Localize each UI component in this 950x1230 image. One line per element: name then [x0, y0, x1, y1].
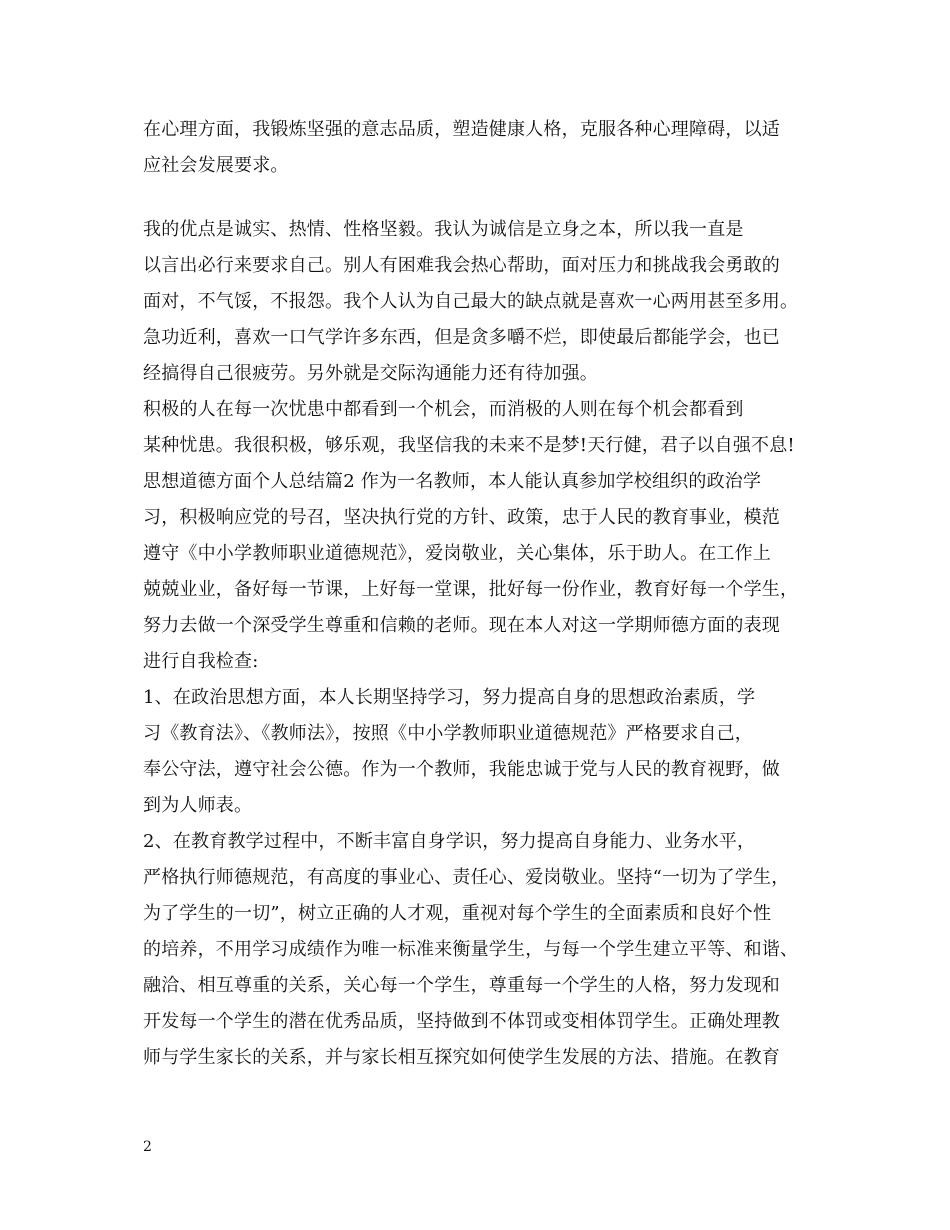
- text-line: 1、在政治思想方面，本人长期坚持学习，努力提高自身的思想政治素质，学: [143, 687, 756, 708]
- text-line: 急功近利，喜欢一口气学许多东西，但是贪多嚼不烂，即使最后都能学会，也已: [143, 327, 780, 348]
- text-line: 为了学生的一切”，树立正确的人才观，重视对每个学生的全面素质和良好个性: [143, 903, 772, 924]
- text-line: 面对，不气馁，不报怨。我个人认为自己最大的缺点就是喜欢一心两用甚至多用。: [143, 291, 799, 312]
- text-line: 到为人师表。: [143, 795, 253, 816]
- text-line: 进行自我检查:: [143, 651, 259, 672]
- text-line: 的培养，不用学习成绩作为唯一标准来衡量学生，与每一个学生建立平等、和谐、: [143, 939, 799, 960]
- text-line: 应社会发展要求。: [143, 155, 289, 176]
- text-line: 我的优点是诚实、热情、性格坚毅。我认为诚信是立身之本，所以我一直是: [143, 219, 744, 240]
- text-line: 遵守《中小学教师职业道德规范》，爱岗敬业，关心集体，乐于助人。在工作上: [143, 543, 771, 564]
- text-line: 开发每一个学生的潜在优秀品质，坚持做到不体罚或变相体罚学生。正确处理教: [143, 1011, 780, 1032]
- text-line: 严格执行师德规范，有高度的事业心、责任心、爱岗敬业。坚持“一切为了学生，: [143, 867, 790, 888]
- text-line: 思想道德方面个人总结篇2 作为一名教师，本人能认真参加学校组织的政治学: [143, 471, 762, 492]
- text-line: 习，积极响应党的号召，坚决执行党的方针、政策，忠于人民的教育事业，模范: [143, 507, 780, 528]
- text-line: 奉公守法，遵守社会公德。作为一个教师，我能忠诚于党与人民的教育视野，做: [143, 759, 780, 780]
- text-line: 2、在教育教学过程中，不断丰富自身学识，努力提高自身能力、业务水平，: [143, 831, 756, 852]
- text-line: 积极的人在每一次忧患中都看到一个机会，而消极的人则在每个机会都看到: [143, 399, 744, 420]
- text-line: 以言出必行来要求自己。别人有困难我会热心帮助，面对压力和挑战我会勇敢的: [143, 255, 780, 276]
- text-line: 在心理方面，我锻炼坚强的意志品质，塑造健康人格，克服各种心理障碍，以适: [143, 119, 780, 140]
- text-line: 习《教育法》、《教师法》，按照《中小学教师职业道德规范》严格要求自己，: [143, 723, 753, 744]
- text-line: 努力去做一个深受学生尊重和信赖的老师。现在本人对这一学期师德方面的表现: [143, 615, 780, 636]
- page-number: 2: [143, 1139, 152, 1155]
- text-line: 经搞得自己很疲劳。另外就是交际沟通能力还有待加强。: [143, 363, 598, 384]
- text-line: 融洽、相互尊重的关系，关心每一个学生，尊重每一个学生的人格，努力发现和: [143, 975, 780, 996]
- text-line: 某种忧患。我很积极，够乐观，我坚信我的未来不是梦!天行健，君子以自强不息!: [143, 435, 795, 456]
- text-line: 师与学生家长的关系，并与家长相互探究如何使学生发展的方法、措施。在教育: [143, 1047, 780, 1068]
- text-line: 兢兢业业，备好每一节课，上好每一堂课，批好每一份作业，教育好每一个学生，: [143, 579, 799, 600]
